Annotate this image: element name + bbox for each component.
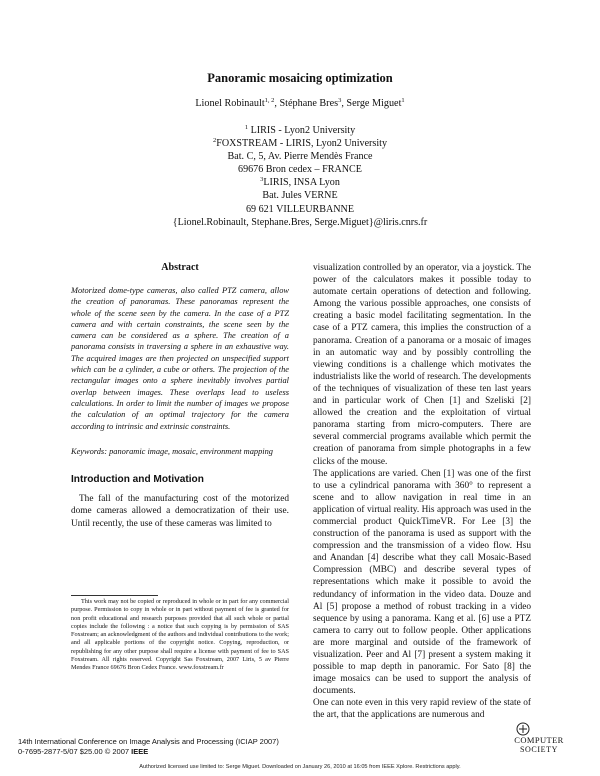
affiliation-mark: 2: [212, 137, 217, 145]
affiliation-text: FOXSTREAM - LIRIS, Lyon2 University: [216, 138, 387, 150]
author-affiliation-mark: 1, 2: [264, 97, 275, 104]
affiliations: [0, 124, 600, 229]
affiliation-line: [0, 137, 600, 150]
separator: ,: [341, 98, 347, 109]
separator: ,: [274, 98, 280, 109]
author-line: [0, 98, 600, 109]
conference-name: 14th International Conference on Image Analysis and Processing (ICIAP 2007): [18, 737, 279, 746]
affiliation-text: LIRIS - Lyon2 University: [248, 125, 356, 136]
isbn-line: [18, 747, 279, 757]
author-name: Serge Miguet: [346, 98, 402, 109]
author-affiliation-mark: 3: [338, 97, 342, 104]
logo-line-society: SOCIETY: [520, 745, 558, 754]
ieee-mark: IEEE: [131, 746, 149, 756]
email-line: {Lionel.Robinault, Stephane.Bres, Serge.Miguet}@liris.cnrs.fr: [172, 216, 428, 228]
copyright-footnote: This work may not be copied or reproduced in whole or in part for any commercial purpose. Permission to copy in whole or in part without payment of fee is granted for non profit educational and research purposes provided that all such whole or partial copies include the following : a notice that such copying is by permission of SAS Foxstream; an acknowledgment of the authors and individual contributions to the work; and all applicable portions of the copyright notice. Copying, reproduction, or republishing for any other purpose shall require a license with payment of fee to SAS Foxstream. All rights reserved. Copyright Sas Foxstream, 2007 Liris, 5 av Pierre Mendes France 69676 Bron Cedex France. www.foxstream.fr: [71, 598, 289, 671]
conference-footer: [18, 737, 279, 756]
computer-society-logo: [508, 722, 570, 756]
author-affiliation-mark: 1: [401, 97, 405, 104]
author-name: Lionel Robinault: [195, 98, 265, 109]
authorized-use-notice: Authorized licensed use limited to: Serge Miguet. Downloaded on January 26, 2010 at 16:05 from IEEE Xplore. Restrictions apply.: [139, 764, 461, 770]
section-heading-introduction: Introduction and Motivation: [71, 473, 204, 485]
logo-line-computer: COMPUTER: [514, 735, 564, 745]
affiliation-line: Bat. C, 5, Av. Pierre Mendès France: [227, 151, 373, 163]
affiliation-line: 69 621 VILLEURBANNE: [245, 203, 355, 215]
keywords: Keywords: panoramic image, mosaic, environment mapping: [71, 446, 273, 456]
footnote-rule: [71, 595, 158, 596]
introduction-paragraph: The fall of the manufacturing cost of the motorized dome cameras allowed a democratization of their use. Until recently, the use of these cameras was limited to: [71, 493, 289, 529]
body-paragraph: The applications are varied. Chen [1] was one of the first to use a cylindrical panorama with 360° to represent a scene and to allow navigation in real time in an application of virtual reality. His approach was used in the commercial product QuickTimeVR. For Lee [3] the construction of the panorama is used as support with the compression and the transmission of a video flow. Hsu and Anandan [4] describe what they call Mosaic-Based Compression (MBC) and describe several types of representations which make it possible to avoid the redundancy of information in the video data. Douze and Al [5] propose a method of robust tracking in a video sequence by using a panorama. Kang et al. [6] use a PTZ camera to carry out to follow people. Other applications are more marginal and outside of the framework of visualization. Peer and Al [7] present a system making it possible to map depth in panoramic. For Sato [8] the image mosaics can be used to support the analysis of documents.: [313, 468, 531, 697]
author-name: Stéphane Bres: [279, 98, 339, 109]
isbn-text: 0-7695-2877-5/07 $25.00 © 2007: [18, 746, 132, 756]
abstract-heading: Abstract: [161, 262, 199, 273]
affiliation-line: 69676 Bron cedex – FRANCE: [238, 164, 362, 176]
affiliation-line: [0, 176, 600, 189]
body-paragraph: visualization controlled by an operator, via a joystick. The power of the calculators makes it possible today to automate certain operations of detection and following. Among the various possible approaches, one consists of creating a basic model facilitating segmentation. In the case of a PTZ camera, this implies the construction of a panorama. Creation of a panorama or a mosaic of images in an automatic way and by possibly controlling the viewing conditions is a challenge which motivates the industrialists like the world of research. The developments of the techniques of visualization of these ten last years and in particular work of Chen [1] and Szeliski [2] allowed the creation and the exploitation of virtual panorama starting from micro-computers. There are several commercial programs available which permit the creation of panorama from simple photographs in a few clicks of the mouse.: [313, 263, 531, 467]
affiliation-line: Bat. Jules VERNE: [262, 190, 338, 202]
computer-society-emblem-icon: [516, 722, 530, 736]
affiliation-mark: 3: [260, 176, 264, 184]
affiliation-text: LIRIS, INSA Lyon: [263, 177, 340, 189]
paper-title: Panoramic mosaicing optimization: [207, 71, 393, 85]
body-paragraph: One can note even in this very rapid review of the state of the art, that the applications are numerous and: [313, 698, 531, 721]
affiliation-mark: 1: [244, 124, 249, 131]
left-column: [71, 262, 289, 530]
abstract-body: Motorized dome-type cameras, also called PTZ camera, allow the creation of panoramas. These panoramas represent the whole of the scene seen by the camera. In the case of a PTZ camera and with certain constraints, the scene seen by the camera can be considered as a sphere. The creation of a panorama consists in traversing a sphere in an exhaustive way. The acquired images are then projected on unspecified support which can be a cylinder, a cube or others. The projection of the rectangular images onto a sphere inevitably involves partial overlap between images. These overlaps lead to useless calculations. In order to limit the number of images we propose the calculation of an optimal trajectory for the camera according to intrinsic and extrinsic constraints.: [71, 286, 289, 431]
affiliation-line: [0, 124, 600, 137]
right-column: [313, 262, 531, 722]
